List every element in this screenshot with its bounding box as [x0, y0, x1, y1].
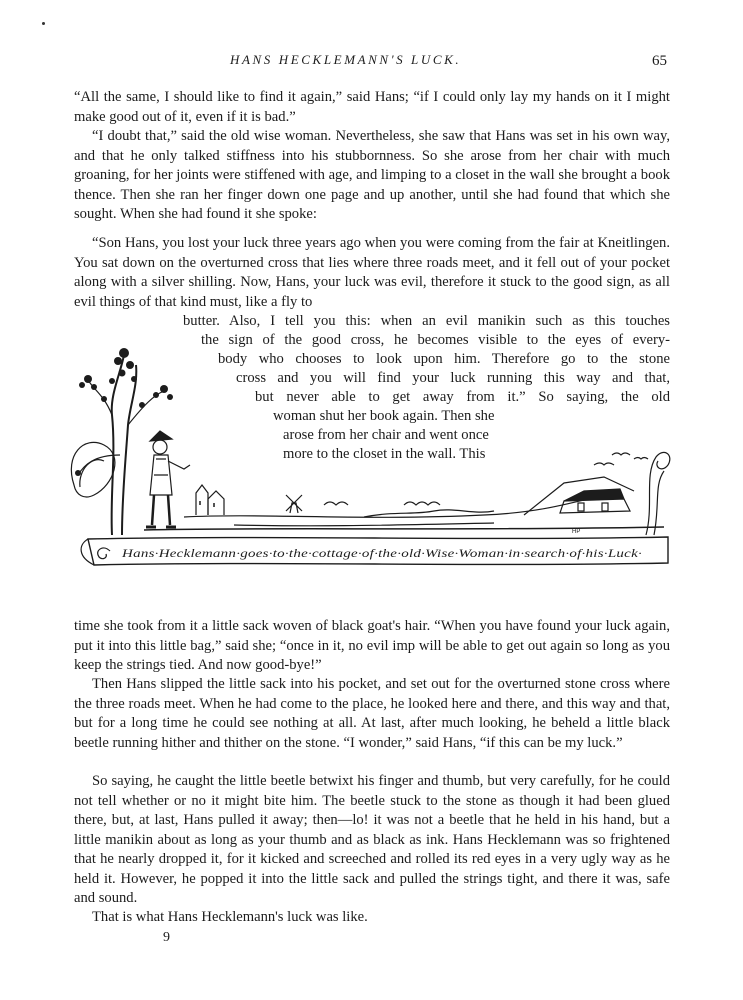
running-title: HANS HECKLEMANN'S LUCK.	[230, 52, 462, 67]
windmill-icon	[286, 495, 302, 513]
wrap-line: body who chooses to look upon him. Therefore go to the stone	[218, 351, 670, 367]
wrap-line: cross and you will find your luck running this way and that,	[236, 370, 670, 386]
wrap-line: more to the closet in the wall. This	[283, 446, 486, 462]
paragraph-6: That is what Hans Hecklemann's luck was like.	[92, 909, 368, 925]
castle-icon	[196, 485, 224, 515]
tree-icon	[71, 348, 173, 535]
page-number: 65	[652, 53, 667, 69]
illustration	[64, 335, 674, 575]
paragraph-3: “Son Hans, you lost your luck three years ago when you were coming from the fair at Kneitlingen. You sat down on the overturned cross that lies where three roads meet, and it fell out of your pocket along with a silver shilling. Now, Hans, your luck was evil, therefore it stuck to the good sign, as all evil things of that kind must, like a fly to	[74, 235, 670, 310]
wrap-line: but never able to get away from it.” So saying, the old	[255, 389, 670, 405]
wrap-line: the sign of the good cross, he becomes visible to the eyes of every-	[201, 332, 670, 348]
wrap-line: woman shut her book again. Then she	[273, 408, 495, 424]
paragraph-2: “I doubt that,” said the old wise woman. Nevertheless, she saw that Hans was set in his own way, and that he only talked stiffness into his stubbornness. So she arose from her chair with much groaning, for her joints were stiffened with age, and limping to a closet in the wall she brought a book thence. Then she ran her finger down one page and up another, until she had found that which she sought. When she had found it she spoke:	[74, 128, 670, 222]
signature-mark: 9	[163, 930, 170, 945]
wrap-line: arose from her chair and went once	[283, 427, 489, 443]
illustration-caption: Hans·Hecklemann·goes·to·the·cottage·of·the·old·Wise·Woman·in·search·of·his·Luck·	[120, 547, 642, 560]
paragraph-4: Then Hans slipped the little sack into his pocket, and set out for the overturned stone cross where the three roads meet. When he had come to the place, he looked here and there, and this way and that, but for a long time he could see nothing at all. At last, after much looking, he beheld a little black beetle running hither and thither on the stone. “I wonder,” said Hans, “if this can be my luck.”	[74, 676, 670, 751]
hans-figure-icon	[146, 431, 190, 527]
stray-mark	[42, 22, 45, 25]
wrap-line: butter. Also, I tell you this: when an evil manikin such as this touches	[183, 313, 670, 329]
paragraph-1: “All the same, I should like to find it again,” said Hans; “if I could only lay my hands on it I might make good out of it, even if it is bad.”	[74, 89, 670, 125]
birds-icon	[594, 453, 648, 465]
paragraph-3-continued: time she took from it a little sack woven of black goat's hair. “When you have found your luck again, put it into this little bag,” said she; “once in it, no evil imp will be able to get out again so long as you keep the strings tied. And now good-bye!”	[74, 618, 670, 673]
monogram: HP	[572, 529, 581, 535]
paragraph-5: So saying, he caught the little beetle betwixt his finger and thumb, but very carefully, for he could not tell whether or no it might bite him. The beetle stuck to the stone as though it had been glued there, but, at last, Hans pulled it away; then—lo! it was not a beetle that he held in his hand, but a little manikin about as long as your thumb and as black as ink. Hans Hecklemann was so frightened that he nearly dropped it, for it kicked and screeched and rolled its red eyes in a very ugly way as he held it. However, he popped it into the little sack and pulled the strings tight, and there it was, safe and sound.	[74, 773, 670, 906]
